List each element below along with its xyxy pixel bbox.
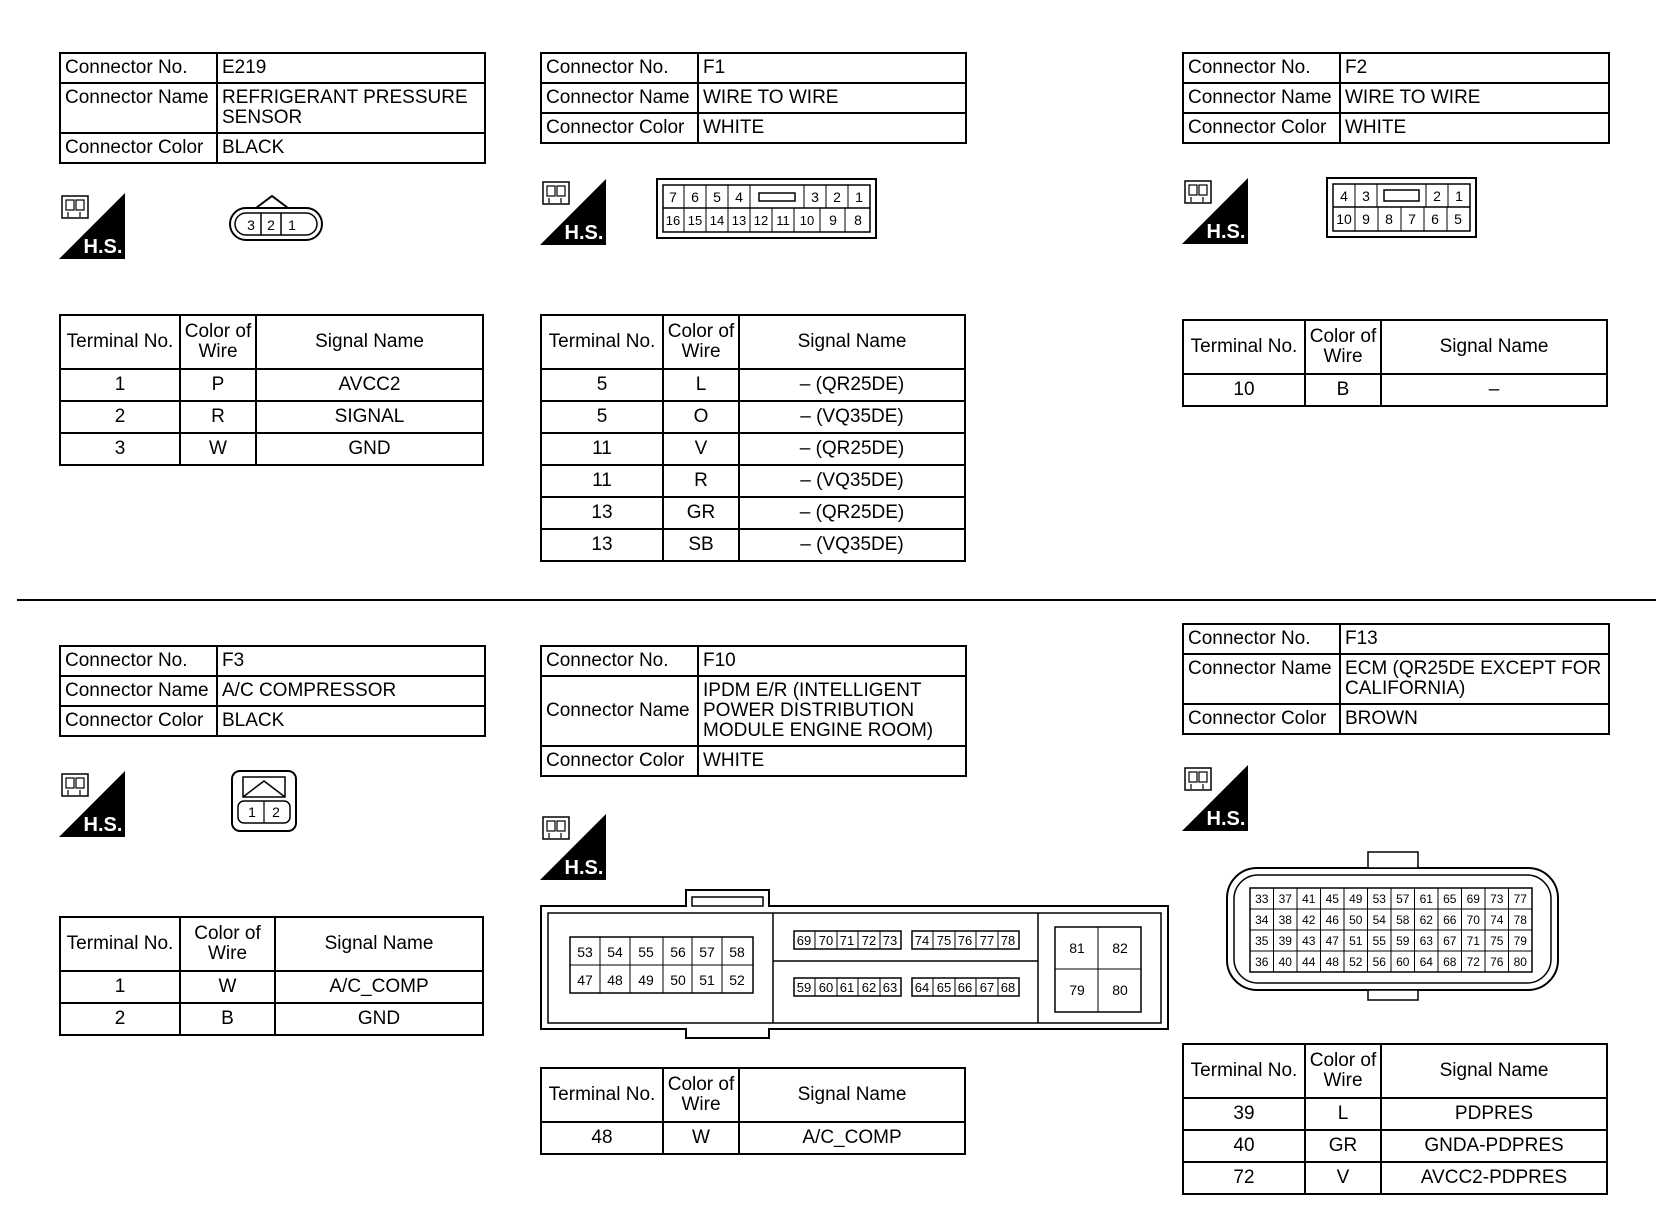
pin-label: 6 — [691, 189, 699, 205]
connector-name-value: IPDM E/R (INTELLIGENT POWER DISTRIBUTION MODULE ENGINE ROOM) — [698, 676, 966, 746]
pin-label: 34 — [1255, 913, 1269, 927]
connector-f2-info-table — [1182, 52, 1610, 144]
wire-color-header: Color of Wire — [1305, 320, 1381, 374]
connector-f3-face-diagram — [231, 770, 299, 834]
signal-name-cell: GNDA-PDPRES — [1381, 1130, 1607, 1162]
section-divider — [17, 599, 1656, 601]
pin-label: 71 — [1466, 934, 1480, 948]
wire-color-header: Color of Wire — [663, 315, 739, 369]
signal-name-header: Signal Name — [1381, 1044, 1607, 1098]
pin-label: 11 — [776, 213, 790, 228]
connector-name-value: REFRIGERANT PRESSURE SENSOR — [217, 83, 485, 133]
connector-f1-face-diagram — [656, 178, 878, 240]
hs-badge-icon — [540, 179, 606, 245]
pin-label: 16 — [665, 213, 681, 228]
connector-no-label: Connector No. — [60, 646, 217, 676]
pin-label: 51 — [1349, 934, 1363, 948]
connector-latch — [1368, 990, 1418, 1000]
pin-label: 73 — [882, 933, 898, 948]
hs-badge-text: H.S. — [564, 857, 604, 879]
connector-f10-info-table — [540, 645, 967, 777]
terminal-no-cell: 1 — [60, 369, 180, 401]
pin-label: 52 — [729, 972, 745, 988]
pin-label: 50 — [1349, 913, 1363, 927]
pin-label: 8 — [1385, 211, 1393, 227]
terminal-no-cell: 5 — [541, 369, 663, 401]
pin-label: 69 — [1466, 892, 1480, 906]
connector-name-value: WIRE TO WIRE — [1340, 83, 1609, 113]
signal-name-cell: – (VQ35DE) — [739, 465, 965, 497]
pin-label: 79 — [1069, 982, 1085, 998]
pin-label: 80 — [1112, 982, 1128, 998]
terminal-table-f10 — [540, 1067, 966, 1155]
hs-badge-icon — [59, 771, 125, 837]
terminal-no-cell: 39 — [1183, 1098, 1305, 1130]
terminal-table-f13 — [1182, 1043, 1608, 1195]
pin-label: 56 — [670, 944, 686, 960]
terminal-no-cell: 2 — [60, 1003, 180, 1035]
pin-label: 58 — [729, 944, 745, 960]
pin-label: 37 — [1278, 892, 1292, 906]
wire-color-cell: GR — [663, 497, 739, 529]
connector-no-label: Connector No. — [541, 53, 698, 83]
pin-label: 73 — [1490, 892, 1504, 906]
signal-name-cell: GND — [275, 1003, 483, 1035]
pin-label: 60 — [818, 980, 834, 995]
signal-name-cell: – (QR25DE) — [739, 433, 965, 465]
hs-badge-text: H.S. — [83, 236, 123, 258]
wire-color-cell: B — [180, 1003, 275, 1035]
pin-label: 45 — [1325, 892, 1339, 906]
pin-label: 57 — [699, 944, 715, 960]
pin-label: 67 — [979, 980, 995, 995]
pin-label: 2 — [272, 804, 280, 820]
connector-latch — [1368, 852, 1418, 868]
terminal-table-f1 — [540, 314, 966, 562]
connector-f3-info-table — [59, 645, 486, 737]
connector-name-value: A/C COMPRESSOR — [217, 676, 485, 706]
pin-label: 72 — [1466, 955, 1480, 969]
hs-badge-text: H.S. — [1206, 221, 1246, 243]
pin-label: 7 — [1408, 211, 1416, 227]
pin-label: 64 — [914, 980, 930, 995]
pin-label: 77 — [979, 933, 995, 948]
pin-label: 39 — [1278, 934, 1292, 948]
pin-label: 81 — [1069, 940, 1085, 956]
connector-name-label: Connector Name — [1183, 83, 1340, 113]
connector-name-label: Connector Name — [541, 676, 698, 746]
connector-f13-face-diagram — [1226, 850, 1560, 1006]
pin-label: 59 — [1396, 934, 1410, 948]
connector-color-value: WHITE — [1340, 113, 1609, 143]
pin-label: 78 — [1000, 933, 1016, 948]
pin-label: 49 — [638, 972, 654, 988]
terminal-no-cell: 40 — [1183, 1130, 1305, 1162]
pin-label: 1 — [1455, 188, 1463, 204]
pin-label: 76 — [957, 933, 973, 948]
wire-color-cell: W — [663, 1122, 739, 1154]
pin-label: 1 — [248, 804, 256, 820]
hs-badge-icon — [1182, 178, 1248, 244]
pin-label: 77 — [1513, 892, 1527, 906]
connector-color-value: BLACK — [217, 706, 485, 736]
wire-color-cell: W — [180, 971, 275, 1003]
pin-label: 66 — [957, 980, 973, 995]
terminal-no-cell: 11 — [541, 433, 663, 465]
connector-color-label: Connector Color — [541, 113, 698, 143]
pin-label: 53 — [577, 944, 593, 960]
pin-label: 75 — [936, 933, 952, 948]
signal-name-cell: AVCC2 — [256, 369, 483, 401]
connector-color-value: BROWN — [1340, 704, 1609, 734]
wire-color-header: Color of Wire — [1305, 1044, 1381, 1098]
hs-badge-text: H.S. — [564, 222, 604, 244]
pin-label: 70 — [818, 933, 834, 948]
connector-color-label: Connector Color — [60, 706, 217, 736]
signal-name-cell: – (QR25DE) — [739, 369, 965, 401]
signal-name-header: Signal Name — [275, 917, 483, 971]
pin-label: 79 — [1513, 934, 1527, 948]
pin-label: 9 — [829, 212, 837, 228]
pin-label: 68 — [1000, 980, 1016, 995]
pin-label: 1 — [855, 189, 863, 205]
pin-label: 55 — [1372, 934, 1386, 948]
terminal-no-cell: 2 — [60, 401, 180, 433]
pin-label: 65 — [1443, 892, 1457, 906]
pin-label: 64 — [1419, 955, 1433, 969]
connector-f10-face-diagram — [540, 889, 1169, 1039]
pin-label: 67 — [1443, 934, 1457, 948]
pin-label: 6 — [1431, 211, 1439, 227]
wire-color-header: Color of Wire — [180, 315, 256, 369]
terminal-no-header: Terminal No. — [1183, 320, 1305, 374]
terminal-no-header: Terminal No. — [1183, 1044, 1305, 1098]
pin-label: 4 — [1340, 188, 1348, 204]
terminal-no-cell: 5 — [541, 401, 663, 433]
connector-e219-face-diagram — [228, 194, 328, 248]
connector-no-label: Connector No. — [1183, 53, 1340, 83]
pin-label: 2 — [267, 217, 275, 233]
pin-label: 70 — [1466, 913, 1480, 927]
connector-color-label: Connector Color — [60, 133, 217, 163]
terminal-no-cell: 11 — [541, 465, 663, 497]
connector-color-value: WHITE — [698, 746, 966, 776]
wire-color-header: Color of Wire — [180, 917, 275, 971]
pin-label: 15 — [687, 213, 703, 228]
pin-label: 4 — [735, 189, 743, 205]
pin-label: 10 — [1336, 211, 1352, 227]
pin-label: 63 — [882, 980, 898, 995]
pin-label: 44 — [1302, 955, 1316, 969]
pin-label: 71 — [839, 933, 855, 948]
signal-name-cell: – — [1381, 374, 1607, 406]
wire-color-cell: W — [180, 433, 256, 465]
pin-label: 3 — [811, 189, 819, 205]
pin-label: 42 — [1302, 913, 1316, 927]
connector-color-label: Connector Color — [541, 746, 698, 776]
terminal-no-header: Terminal No. — [60, 315, 180, 369]
connector-no-value: F3 — [217, 646, 485, 676]
wire-color-cell: V — [1305, 1162, 1381, 1194]
pin-label: 58 — [1396, 913, 1410, 927]
pin-label: 5 — [1454, 211, 1462, 227]
terminal-no-header: Terminal No. — [541, 1068, 663, 1122]
terminal-no-cell: 13 — [541, 497, 663, 529]
pin-label: 62 — [861, 980, 877, 995]
pin-label: 10 — [799, 213, 815, 228]
wire-color-cell: R — [663, 465, 739, 497]
pin-label: 43 — [1302, 934, 1316, 948]
connector-color-label: Connector Color — [1183, 704, 1340, 734]
terminal-no-cell: 72 — [1183, 1162, 1305, 1194]
wire-color-cell: V — [663, 433, 739, 465]
hs-badge-icon — [59, 193, 125, 259]
pin-label: 13 — [731, 213, 747, 228]
pin-label: 41 — [1302, 892, 1316, 906]
pin-label: 60 — [1396, 955, 1410, 969]
signal-name-cell: A/C_COMP — [739, 1122, 965, 1154]
wire-color-cell: R — [180, 401, 256, 433]
pin-label: 74 — [914, 933, 930, 948]
pin-label: 61 — [1419, 892, 1433, 906]
pin-label: 5 — [713, 189, 721, 205]
signal-name-cell: – (QR25DE) — [739, 497, 965, 529]
pin-label: 35 — [1255, 934, 1269, 948]
pin-label: 50 — [670, 972, 686, 988]
pin-label: 56 — [1372, 955, 1386, 969]
pin-label: 53 — [1372, 892, 1386, 906]
connector-color-value: WHITE — [698, 113, 966, 143]
terminal-table-f3 — [59, 916, 484, 1036]
pin-label: 1 — [288, 217, 296, 233]
pin-label: 74 — [1490, 913, 1504, 927]
connector-color-value: BLACK — [217, 133, 485, 163]
signal-name-header: Signal Name — [739, 315, 965, 369]
connector-no-value: E219 — [217, 53, 485, 83]
connector-no-label: Connector No. — [60, 53, 217, 83]
pin-label: 63 — [1419, 934, 1433, 948]
hs-badge-icon — [1182, 765, 1248, 831]
terminal-table-f2 — [1182, 319, 1608, 407]
pin-label: 36 — [1255, 955, 1269, 969]
pin-label: 9 — [1362, 211, 1370, 227]
pin-label: 48 — [607, 972, 623, 988]
pin-label: 80 — [1513, 955, 1527, 969]
pin-label: 48 — [1325, 955, 1339, 969]
signal-name-cell: PDPRES — [1381, 1098, 1607, 1130]
pin-label: 69 — [796, 933, 812, 948]
pin-label: 46 — [1325, 913, 1339, 927]
pin-label: 68 — [1443, 955, 1457, 969]
pin-label: 3 — [1362, 188, 1370, 204]
pin-label: 75 — [1490, 934, 1504, 948]
pin-label: 47 — [1325, 934, 1339, 948]
connector-no-value: F10 — [698, 646, 966, 676]
connector-name-label: Connector Name — [60, 83, 217, 133]
pin-label: 40 — [1278, 955, 1292, 969]
pin-label: 12 — [753, 213, 769, 228]
pin-label: 82 — [1112, 940, 1128, 956]
pin-label: 8 — [854, 212, 862, 228]
connector-name-value: WIRE TO WIRE — [698, 83, 966, 113]
pin-label: 78 — [1513, 913, 1527, 927]
hs-badge-icon — [540, 814, 606, 880]
connector-name-label: Connector Name — [541, 83, 698, 113]
pin-label: 61 — [839, 980, 855, 995]
connector-e219-info-table — [59, 52, 486, 164]
connector-no-value: F2 — [1340, 53, 1609, 83]
pin-label: 52 — [1349, 955, 1363, 969]
pin-label: 38 — [1278, 913, 1292, 927]
pin-label: 54 — [607, 944, 623, 960]
connector-f13-info-table — [1182, 623, 1610, 735]
pin-label: 54 — [1372, 913, 1386, 927]
terminal-no-header: Terminal No. — [541, 315, 663, 369]
terminal-no-cell: 48 — [541, 1122, 663, 1154]
connector-name-label: Connector Name — [60, 676, 217, 706]
terminal-table-e219 — [59, 314, 484, 466]
terminal-no-cell: 10 — [1183, 374, 1305, 406]
terminal-no-cell: 13 — [541, 529, 663, 561]
pin-label: 72 — [861, 933, 877, 948]
pin-label: 7 — [669, 189, 677, 205]
signal-name-cell: AVCC2-PDPRES — [1381, 1162, 1607, 1194]
pin-label: 49 — [1349, 892, 1363, 906]
wire-color-cell: P — [180, 369, 256, 401]
pin-label: 59 — [796, 980, 812, 995]
connector-color-label: Connector Color — [1183, 113, 1340, 143]
wire-color-cell: L — [1305, 1098, 1381, 1130]
signal-name-cell: GND — [256, 433, 483, 465]
pin-label: 3 — [247, 217, 255, 233]
pin-label: 2 — [833, 189, 841, 205]
signal-name-cell: – (VQ35DE) — [739, 401, 965, 433]
wire-color-cell: L — [663, 369, 739, 401]
wire-color-cell: SB — [663, 529, 739, 561]
pin-label: 62 — [1419, 913, 1433, 927]
pin-label: 33 — [1255, 892, 1269, 906]
signal-name-header: Signal Name — [1381, 320, 1607, 374]
terminal-no-cell: 3 — [60, 433, 180, 465]
pin-label: 2 — [1433, 188, 1441, 204]
connector-name-label: Connector Name — [1183, 654, 1340, 704]
connector-f2-face-diagram — [1326, 177, 1478, 239]
terminal-no-cell: 1 — [60, 971, 180, 1003]
signal-name-cell: A/C_COMP — [275, 971, 483, 1003]
pin-label: 14 — [709, 213, 725, 228]
pin-label: 76 — [1490, 955, 1504, 969]
pin-label: 65 — [936, 980, 952, 995]
connector-f1-info-table — [540, 52, 967, 144]
wire-color-cell: O — [663, 401, 739, 433]
connector-name-value: ECM (QR25DE EXCEPT FOR CALIFORNIA) — [1340, 654, 1609, 704]
connector-no-value: F13 — [1340, 624, 1609, 654]
pin-label: 47 — [577, 972, 593, 988]
signal-name-header: Signal Name — [256, 315, 483, 369]
wire-color-cell: GR — [1305, 1130, 1381, 1162]
wire-color-header: Color of Wire — [663, 1068, 739, 1122]
connector-no-value: F1 — [698, 53, 966, 83]
wire-color-cell: B — [1305, 374, 1381, 406]
hs-badge-text: H.S. — [1206, 808, 1246, 830]
terminal-no-header: Terminal No. — [60, 917, 180, 971]
connector-no-label: Connector No. — [1183, 624, 1340, 654]
hs-badge-text: H.S. — [83, 814, 123, 836]
connector-no-label: Connector No. — [541, 646, 698, 676]
pin-label: 66 — [1443, 913, 1457, 927]
pin-label: 55 — [638, 944, 654, 960]
signal-name-header: Signal Name — [739, 1068, 965, 1122]
signal-name-cell: SIGNAL — [256, 401, 483, 433]
pin-label: 57 — [1396, 892, 1410, 906]
pin-label: 51 — [699, 972, 715, 988]
signal-name-cell: – (VQ35DE) — [739, 529, 965, 561]
